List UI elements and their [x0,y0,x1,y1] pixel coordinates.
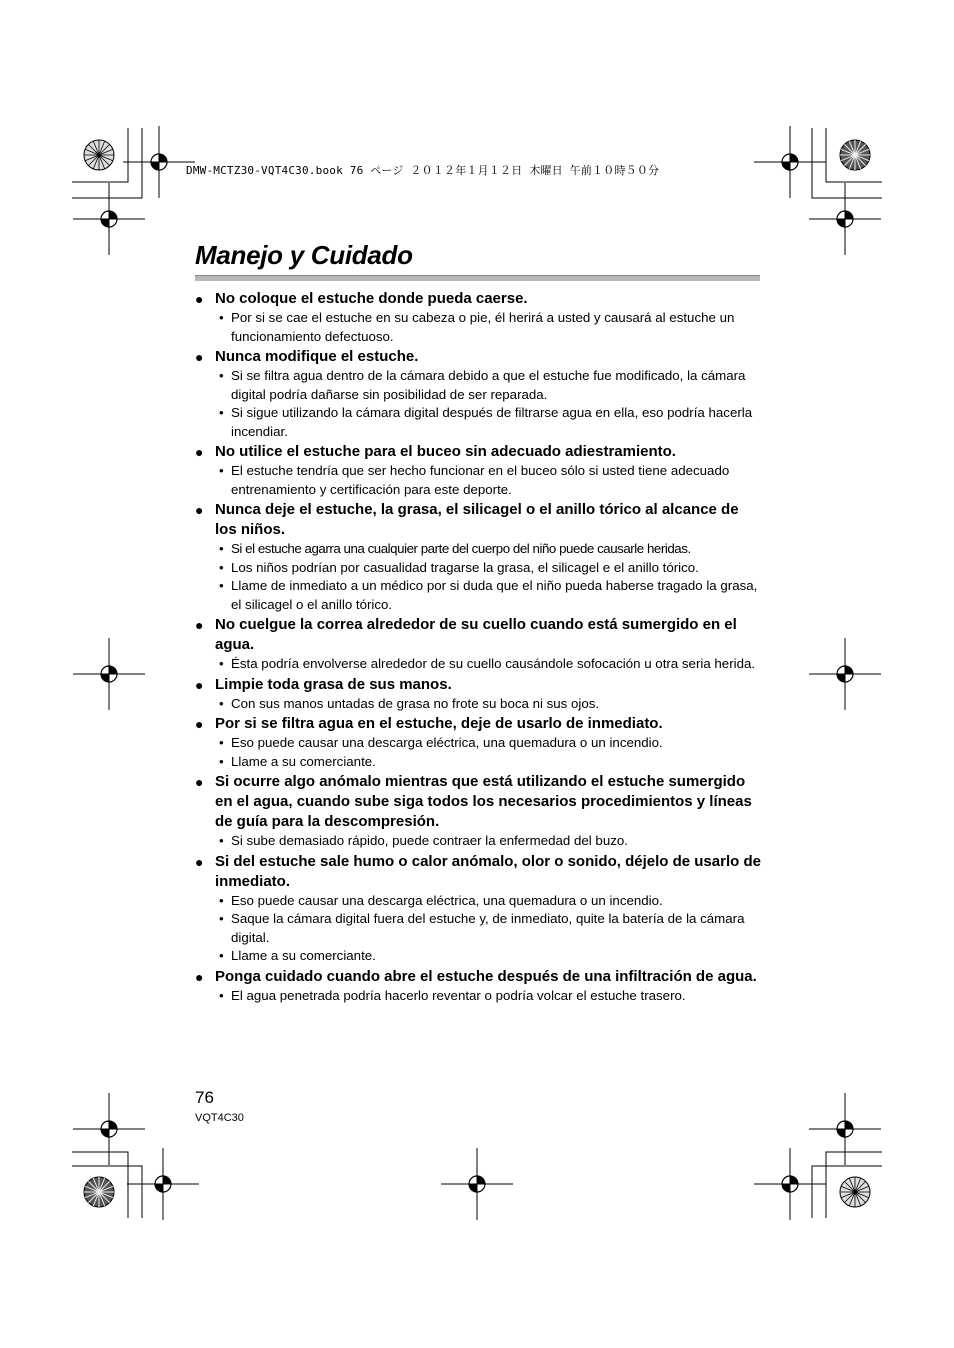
title-underline [195,275,760,281]
bullet-icon: ● [195,716,204,732]
instruction-heading [195,967,763,987]
sub-bullet-icon: • [219,753,224,769]
instruction-section [195,675,763,714]
instruction-heading [195,289,763,309]
sub-bullet-icon: • [219,559,224,575]
instruction-detail [195,892,763,911]
instruction-detail [195,695,763,714]
page-number: 76 [195,1088,214,1107]
sub-bullet-icon: • [219,463,224,478]
instruction-section [195,852,763,966]
instruction-section [195,347,763,441]
bullet-icon: ● [195,349,204,365]
instruction-section [195,615,763,674]
detail-text: Saque la cámara digital fuera del estuche y, de inmediato, quite la batería de la cámara digital. [231,911,745,945]
instruction-heading [195,347,763,367]
detail-text: Con sus manos untadas de grasa no frote su boca ni sus ojos. [231,695,600,711]
bullet-icon: ● [195,291,204,307]
instruction-detail [195,367,763,404]
detail-text: Si el estuche agarra una cualquier parte del cuerpo del niño puede causarle heridas. [231,541,691,556]
instruction-heading [195,442,763,462]
page-title: Manejo y Cuidado [195,240,413,270]
heading-text: Si del estuche sale humo o calor anómalo, olor o sonido, déjelo de usarlo de inmediato. [215,852,761,890]
instruction-heading [195,772,763,832]
instruction-detail [195,404,763,441]
sub-bullet-icon: • [219,310,224,325]
detail-text: Eso puede causar una descarga eléctrica, una quemadura o un incendio. [231,892,663,908]
heading-text: No cuelgue la correa alrededor de su cuello cuando está sumergido en el agua. [215,616,737,653]
sub-bullet-icon: • [219,578,224,593]
sub-bullet-icon: • [219,405,224,420]
bullet-icon: ● [195,774,204,790]
instruction-heading [195,615,763,655]
sub-bullet-icon: • [219,948,224,963]
instruction-heading [195,852,763,892]
heading-text: Limpie toda grasa de sus manos. [215,675,452,693]
instruction-heading [195,675,763,695]
heading-text: No coloque el estuche donde pueda caerse. [215,290,528,307]
instruction-detail [195,832,763,851]
bullet-icon: ● [195,853,204,870]
sub-bullet-icon: • [219,911,224,926]
detail-text: Si sigue utilizando la cámara digital después de filtrarse agua en ella, eso podría hacerla incendiar. [231,405,753,439]
instruction-detail [195,987,763,1006]
instruction-section [195,289,763,346]
document-code: VQT4C30 [195,1112,244,1124]
sub-bullet-icon: • [219,368,224,383]
heading-text: Por si se filtra agua en el estuche, deje de usarlo de inmediato. [215,715,663,732]
care-instructions [195,288,763,1005]
detail-text: El agua penetrada podría hacerlo reventar o podría volcar el estuche trasero. [231,987,686,1003]
detail-text: Llame a su comerciante. [231,753,376,769]
instruction-detail [195,910,763,947]
instruction-detail [195,947,763,966]
instruction-heading [195,500,763,540]
instruction-section [195,500,763,614]
detail-text: El estuche tendría que ser hecho funcionar en el buceo sólo si usted tiene adecuado entrenamiento y certificación para este deporte. [231,463,730,497]
print-header: DMW-MCTZ30-VQT4C30.book 76 ページ ２０１２年１月１２日 木曜日 午前１０時５０分 [186,164,660,177]
instruction-detail [195,734,763,753]
sub-bullet-icon: • [219,656,224,671]
instruction-detail [195,559,763,578]
instruction-section [195,442,763,499]
bullet-icon: ● [195,502,204,518]
detail-text: Si se filtra agua dentro de la cámara debido a que el estuche fue modificado, la cámara digital podría dañarse sin posibilidad de ser reparada. [231,368,746,402]
instruction-section [195,772,763,851]
instruction-section [195,967,763,1006]
heading-text: Ponga cuidado cuando abre el estuche después de una infiltración de agua. [215,967,757,985]
detail-text: Llame a su comerciante. [231,948,376,963]
sub-bullet-icon: • [219,833,224,848]
instruction-detail [195,655,763,674]
sub-bullet-icon: • [219,987,224,1003]
heading-text: Nunca modifique el estuche. [215,348,419,365]
instruction-detail [195,309,763,346]
bullet-icon: ● [195,617,204,633]
instruction-detail [195,753,763,772]
sub-bullet-icon: • [219,695,224,711]
detail-text: Eso puede causar una descarga eléctrica, una quemadura o un incendio. [231,735,663,750]
instruction-detail [195,462,763,499]
detail-text: Llame de inmediato a un médico por si duda que el niño pueda haberse tragado la grasa, el silicagel o el anillo tórico. [231,578,758,612]
bullet-icon: ● [195,444,204,460]
sub-bullet-icon: • [219,892,224,908]
heading-text: Si ocurre algo anómalo mientras que está utilizando el estuche sumergido en el agua, cuando sube siga todos los necesarios procedimientos y líneas de guía para la descompresión. [215,773,752,830]
sub-bullet-icon: • [219,541,224,556]
instruction-section [195,714,763,771]
sub-bullet-icon: • [219,735,224,750]
heading-text: No utilice el estuche para el buceo sin adecuado adiestramiento. [215,443,676,460]
heading-text: Nunca deje el estuche, la grasa, el silicagel o el anillo tórico al alcance de los niños. [215,501,739,538]
bullet-icon: ● [195,676,204,693]
detail-text: Por si se cae el estuche en su cabeza o pie, él herirá a usted y causará al estuche un funcionamiento defectuoso. [231,310,735,344]
detail-text: Ésta podría envolverse alrededor de su cuello causándole sofocación u otra seria herida. [231,656,756,671]
instruction-heading [195,714,763,734]
detail-text: Los niños podrían por casualidad tragarse la grasa, el silicagel e el anillo tórico. [231,559,699,575]
detail-text: Si sube demasiado rápido, puede contraer la enfermedad del buzo. [231,833,628,848]
instruction-detail [195,540,763,559]
instruction-detail [195,577,763,614]
bullet-icon: ● [195,968,204,985]
